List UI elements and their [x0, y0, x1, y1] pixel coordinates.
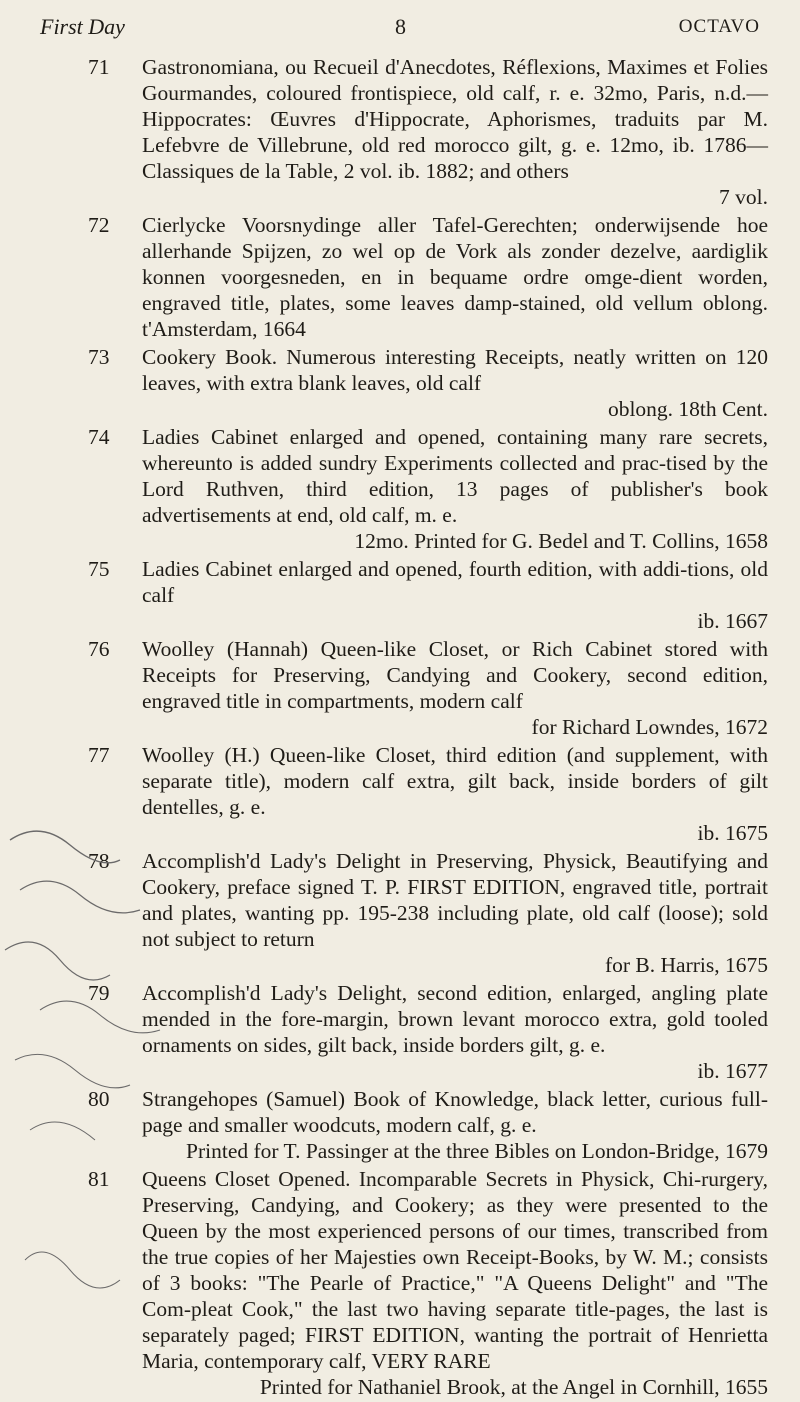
lot-number: 77 — [88, 743, 110, 767]
lot-entry — [78, 636, 768, 740]
lot-description: Accomplish'd Lady's Delight in Preserving, Physick, Beautifying and Cookery, preface signed T. P. FIRST EDITION, engraved title, portrait and plates, wanting pp. 195-238 including plate, old calf (loose); sold not subject to return — [142, 849, 768, 951]
lot-description: Strangehopes (Samuel) Book of Knowledge, black letter, curious full-page and smaller woodcuts, modern calf, g. e. — [142, 1087, 768, 1137]
lot-list — [78, 54, 768, 1402]
lot-imprint: Printed for T. Passinger at the three Bibles on London-Bridge, 1679 — [186, 1139, 768, 1163]
lot-imprint: Printed for Nathaniel Brook, at the Angel in Cornhill, 1655 — [259, 1375, 768, 1399]
lot-entry — [78, 556, 768, 634]
lot-entry — [78, 424, 768, 554]
lot-imprint: 7 vol. — [719, 185, 768, 209]
lot-imprint: 12mo. Printed for G. Bedel and T. Collins, 1658 — [354, 529, 768, 553]
lot-description: Cookery Book. Numerous interesting Receipts, neatly written on 120 leaves, with extra blank leaves, old calf — [142, 345, 768, 395]
lot-entry — [78, 848, 768, 978]
lot-description: Ladies Cabinet enlarged and opened, containing many rare secrets, whereunto is added sundry Experiments collected and prac-tised by the Lord Ruthven, third edition, 13 pages of publisher's book advertisements at end, old calf, m. e. — [142, 425, 768, 527]
lot-description: Woolley (H.) Queen-like Closet, third edition (and supplement, with separate title), modern calf extra, gilt back, inside borders of gilt dentelles, g. e. — [142, 743, 768, 819]
lot-description: Gastronomiana, ou Recueil d'Anecdotes, Réflexions, Maximes et Folies Gourmandes, coloured frontispiece, old calf, r. e. 32mo, Paris, n.d.—Hippocrates: Œuvres d'Hippocrate, Aphorismes, traduits par M. Lefebvre de Villebrune, old red morocco gilt, g. e. 12mo, ib. 1786—Classiques de la Table, 2 vol. ib. 1882; and others — [142, 55, 768, 183]
lot-entry — [78, 212, 768, 342]
lot-entry — [78, 742, 768, 846]
lot-description: Woolley (Hannah) Queen-like Closet, or Rich Cabinet stored with Receipts for Preserving, Candying and Cookery, second edition, engraved title in compartments, modern calf — [142, 637, 768, 713]
lot-number: 79 — [88, 981, 110, 1005]
lot-entry — [78, 980, 768, 1084]
lot-number: 73 — [88, 345, 110, 369]
lot-number: 75 — [88, 557, 110, 581]
lot-entry — [78, 1086, 768, 1164]
page-number: 8 — [395, 14, 406, 39]
lot-description: Queens Closet Opened. Incomparable Secrets in Physick, Chi-rurgery, Preserving, Candying, and Cookery; as they were presented to the Queen by the most experienced persons of our times, transcribed from the true copies of her Majesties own Receipt-Books, by W. M.; consists of 3 books: "The Pearle of Practice," "A Queens Delight" and "The Com-pleat Cook," the last two having separate title-pages, the last is separately paged; FIRST EDITION, wanting the portrait of Henrietta Maria, contemporary calf, VERY RARE — [142, 1167, 768, 1373]
lot-imprint: ib. 1667 — [697, 609, 768, 633]
lot-number: 78 — [88, 849, 110, 873]
header-right: OCTAVO — [678, 16, 760, 37]
lot-imprint: for B. Harris, 1675 — [604, 953, 768, 977]
lot-imprint: oblong. 18th Cent. — [607, 397, 768, 421]
lot-description: Accomplish'd Lady's Delight, second edition, enlarged, angling plate mended in the fore-margin, brown levant morocco extra, gold tooled ornaments on sides, gilt back, inside borders gilt, g. e. — [142, 981, 768, 1057]
lot-entry — [78, 1166, 768, 1400]
lot-number: 80 — [88, 1087, 110, 1111]
lot-description: Ladies Cabinet enlarged and opened, fourth edition, with addi-tions, old calf — [142, 557, 768, 607]
lot-number: 71 — [88, 55, 110, 79]
lot-imprint: for Richard Lowndes, 1672 — [531, 715, 768, 739]
lot-imprint: ib. 1677 — [697, 1059, 768, 1083]
header-left: First Day — [40, 14, 125, 39]
lot-entry — [78, 344, 768, 422]
lot-number: 74 — [88, 425, 110, 449]
lot-entry — [78, 54, 768, 210]
lot-imprint: ib. 1675 — [697, 821, 768, 845]
lot-description: Cierlycke Voorsnydinge aller Tafel-Gerechten; onderwijsende hoe allerhande Spijzen, zo wel op de Vork als zonder dezelve, aardiglik konnen voorgesneden, en in bequame ordre omge-dient worden, engraved title, plates, some leaves damp-stained, old vellum oblong. t'Amsterdam, 1664 — [142, 213, 768, 341]
running-header — [40, 14, 760, 42]
lot-number: 76 — [88, 637, 110, 661]
lot-number: 72 — [88, 213, 110, 237]
lot-number: 81 — [88, 1167, 110, 1191]
